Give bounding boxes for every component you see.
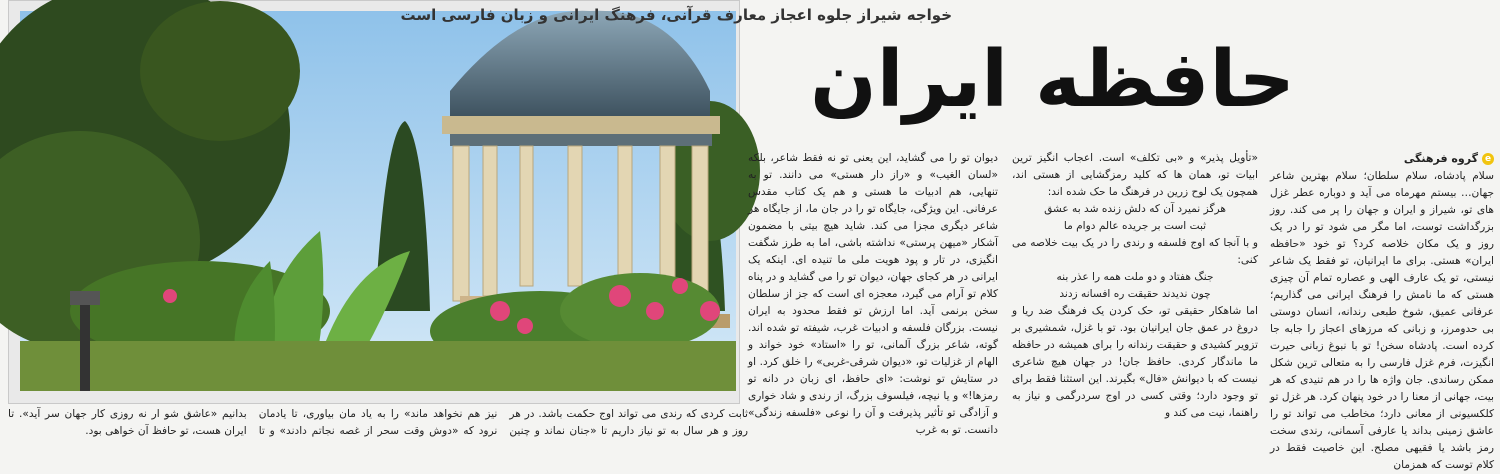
hafezieh-photo: [8, 0, 740, 404]
paragraph: اما شاهکار حقیقی تو، حک کردن یک فرهنگ ضد ریا و دروغ در عمق جان ایرانیان بود. تو با غزل، شمشیری بر تزویر کشیدی و حقیقت رندانه را برای همیشه در حافظه ما ماندگار کردی. حافظ جان! در جهان هیچ شاعری نیست که با دیوانش «فال» بگیرند. این استثنا فقط برای تو وجود دارد؛ وقتی کسی در اوج سردرگمی و نیاز به راهنما، نیت می کند و: [1012, 305, 1258, 419]
headline: حافظه ایران: [810, 35, 1295, 125]
verse-line: جنگ هفتاد و دو ملت همه را عذر بنه: [1056, 271, 1214, 283]
paragraph: و با آنجا که اوج فلسفه و رندی را در یک بیت خلاصه می کنی:: [1012, 237, 1258, 266]
tomb-pavilion-image: [20, 11, 736, 391]
paragraph: سلام پادشاه، سلام سلطان؛ سلام بهترین شاعر جهان… بیستم مهرماه می آید و دوباره عطر غزل های تو، شیراز و ایران و جهان را پر می کند. روز بزرگداشت توست، اما مگر می شود تو را در یک روز و یک مکان خلاصه کرد؟ تو خود «حافظه ایران» هستی. برای ما ایرانیان، تو فقط یک شاعر نیستی، تو یک عارف الهی و عصاره تمام آن چیزی هستی که ما نامش را فرهنگ ایرانی می گذاریم؛ عرفانی عمیق، شوخ طبعی رندانه، انسان دوستی بی حدومرز، و زبانی که مرزهای اعجاز را جابه جا کرده است. پادشاه سخن! تو با نبوغ زبانی حیرت انگیزت، فرم غزل فارسی را به متعالی ترین شکل ممکن رساندی. جان واژه ها را در هم تنیدی که هر بیت، جهانی از معنا را در خود پنهان کرد. هر غزل تو کلکسیونی از معانی دارد؛ مخاطب می تواند تو را عاشق زمینی بداند یا عارفی آسمانی، رندی سخت رمز باشد یا فقیهی مصلح. این خاصیت فقط در کلام توست که همزمان: [1270, 170, 1494, 471]
article-column-3: [748, 150, 998, 446]
article-column-1: [1270, 150, 1494, 471]
verse-line: هرگز نمیرد آن که دلش زنده شد به عشق: [1044, 203, 1226, 215]
paragraph: دیوان تو را می گشاید، این یعنی تو نه فقط شاعر، بلکه «لسان الغیب» و «راز دار هستی» می دانند. تو به تنهایی، هم ادبیات ما هستی و هم یک کتاب مقدس عرفانی. این ویژگی، جایگاه تو را در جان ما، از جایگاه هر شاعر دیگری مجزا می کند. شاید هیچ بیتی با مضمون آشکار «میهن پرستی» نداشته باشی، اما به طرز شگفت انگیزی، در تار و پود هویت ملی ما تنیده ای. اینکه یک ایرانی در هر کجای جهان، دیوان تو را می گشاید و در پناه کلام تو آرام می گیرد، معجزه ای است که جز از سلطان سخن برنمی آید. اما ارزش تو فقط محدود به ایران نیست. بزرگان فلسفه و ادبیات غرب، شیفته تو شده اند. گوته، شاعر بزرگ آلمانی، تو را «استاد» خود خواند و الهام از غزلیات تو، «دیوان شرقی-غربی» را خلق کرد. او در ستایش تو نوشت: «ای حافظ، ای زبان در دانه تو رمزها!» و یا نیچه، فیلسوف بزرگ، از رندی و شاد خواری و آزادگی تو تأثیر پذیرفت و آن را نوعی «فلسفه زندگی» دانست. تو به غرب: [748, 152, 998, 436]
article-bottom-strip: [8, 406, 748, 450]
paragraph: ثابت کردی که رندی می تواند اوج حکمت باشد. در هر روز و هر سال به تو نیاز داریم تا «جنان نماند و چنین نیز هم نخواهد ماند» را به یاد مان بیاوری، تا یادمان نرود که «دوش وقت سحر از غصه نجاتم دادند» و تا بدانیم «عاشق شو ار نه روزی کار جهان سر آید». تا ایران هست، تو حافظ آن خواهی بود.: [8, 408, 748, 437]
verse-line: چون ندیدند حقیقت ره افسانه زدند: [1059, 288, 1211, 300]
byline-text: گروه فرهنگی: [1403, 152, 1478, 165]
byline: [1270, 150, 1494, 167]
paragraph: «تأویل پذیر» و «بی تکلف» است. اعجاب انگیز ترین ابیات تو، همان ها که کلید رمزگشایی از هستی اند، همچون یک لوح زرین در فرهنگ ما حک شده اند:: [1012, 152, 1258, 198]
kicker-subtitle: خواجه شیراز جلوه اعجاز معارف قرآنی، فرهنگ ایرانی و زبان فارسی است: [400, 6, 952, 24]
article-column-2: [1012, 150, 1258, 446]
verse-line: ثبت است بر جریده عالم دوام ما: [1063, 220, 1207, 232]
section-logo-icon: e: [1482, 153, 1494, 165]
